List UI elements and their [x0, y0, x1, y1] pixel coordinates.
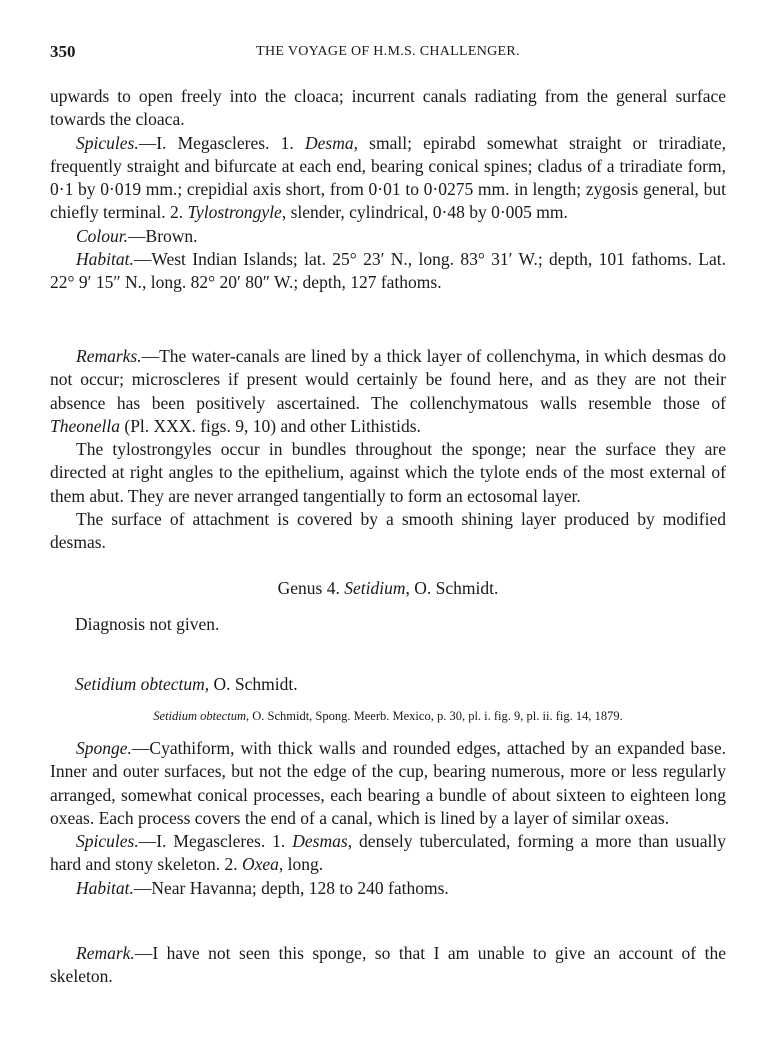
remark-section	[50, 942, 726, 989]
attachment-paragraph: The surface of attachment is covered by a smooth shining layer produced by modified desmas.	[50, 509, 726, 553]
remark-heading: Remark.	[76, 943, 135, 963]
remarks-heading: Remarks.	[76, 346, 142, 366]
spicules-heading: Spicules.	[76, 831, 139, 852]
colour-paragraph: Colour.—Brown.	[76, 225, 198, 246]
habitat-heading: Habitat.	[76, 877, 134, 898]
habitat-paragraph: Habitat.—West Indian Islands; lat. 25° 23′ N., long. 83° 31′ W.; depth, 101 fathoms. Lat. 22° 9′ 15″ N., long. 82° 20′ 80″ W.; depth, 127 fathoms.	[50, 249, 726, 293]
genus-heading: Genus 4. Setidium, O. Schmidt.	[277, 578, 499, 598]
spicules-paragraph: Spicules.—I. Megascleres. 1. Desma, small; epirabd somewhat straight or triradiate, frequently straight and bifurcate at each end, bearing conical spines; cladus of a triradiate form, 0·1 by 0·019 mm.; crepidial axis short, from 0·01 to 0·0275 mm. in length; zygosis general, but chiefly terminal. 2. Tylostrongyle, slender, cylindrical, 0·48 by 0·005 mm.	[50, 132, 726, 223]
running-header	[50, 42, 726, 66]
habitat-paragraph: Habitat.—Near Havanna; depth, 128 to 240 fathoms.	[76, 877, 449, 898]
tylostrongyles-paragraph: The tylostrongyles occur in bundles throughout the sponge; near the surface they are directed at right angles to the epithelium, against which the tylote ends of the most external of them abut. They are never arranged tangentially to form an ectosomal layer.	[50, 439, 726, 506]
running-title: THE VOYAGE OF H.M.S. CHALLENGER.	[256, 44, 520, 59]
remarks-section	[50, 345, 726, 555]
page-number: 350	[50, 42, 76, 61]
sponge-paragraph: Sponge.—Cyathiform, with thick walls and rounded edges, attached by an expanded base. Inner and outer surfaces, but not the edge of the cup, bearing numerous, more or less regularly arranged, somewhat conical processes, each bearing a bundle of about sixteen to eighteen long oxeas. Each process covers the end of a canal, which is lined by a layer of similar oxeas.	[50, 738, 726, 828]
diagnosis-text: Diagnosis not given.	[75, 614, 220, 634]
spicules-paragraph: Spicules.—I. Megascleres. 1. Desmas, densely tuberculated, forming a more than usually hard and stony skeleton. 2. Oxea, long.	[50, 831, 726, 875]
sponge-heading: Sponge.	[76, 738, 132, 758]
remark-paragraph: Remark.—I have not seen this sponge, so that I am unable to give an account of the skeleton.	[50, 943, 726, 987]
canal-paragraph: upwards to open freely into the cloaca; incurrent canals radiating from the general surface towards the cloaca.	[50, 86, 726, 130]
colour-heading: Colour.	[76, 225, 129, 246]
habitat-heading: Habitat.	[76, 249, 134, 270]
spicules-heading: Spicules.	[76, 132, 139, 153]
species-description	[50, 737, 726, 900]
species-heading: Setidium obtectum, O. Schmidt.	[75, 674, 298, 694]
remarks-paragraph: Remarks.—The water-canals are lined by a thick layer of collenchyma, in which desmas do not occur; microscleres if present would certainly be found here, and as they are not their absence has been positively ascertained. The collenchymatous walls resemble those of Theonella (Pl. XXX. figs. 9, 10) and other Lithistids.	[50, 346, 726, 436]
species-reference: Setidium obtectum, O. Schmidt, Spong. Meerb. Mexico, p. 30, pl. i. fig. 9, pl. ii. fig. 14, 1879.	[153, 709, 623, 723]
species-description-continued	[50, 85, 726, 295]
